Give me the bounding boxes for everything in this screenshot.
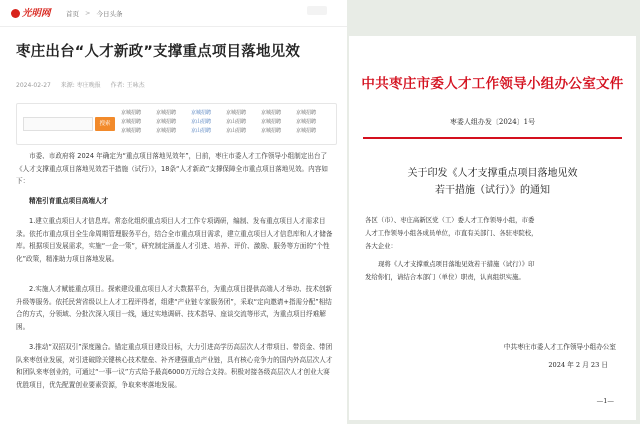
logo-badge-icon [11, 9, 20, 18]
ad-link[interactable]: 京城招聘 [156, 110, 177, 116]
official-document-image [349, 36, 636, 420]
article-section-heading: 精准引育重点项目高端人才 [29, 197, 109, 205]
recruitment-ad-banner [16, 103, 337, 145]
ad-link[interactable]: 京城招聘 [261, 110, 282, 116]
document-addressee-cont2: 各大企业： [365, 242, 397, 250]
document-page-number: —1— [596, 397, 614, 405]
document-body: 现将《人才支撑重点项目落地见效若干措施（试行）》印 [378, 260, 535, 268]
ad-link[interactable]: 京山招聘 [226, 119, 247, 125]
document-title-line-1: 关于印发《人才支撑重点项目落地见效 [407, 168, 578, 179]
document-body-cont: 发给你们，请结合本部门（单位）职责，认真组织实施。 [365, 273, 525, 281]
document-signature-org: 中共枣庄市委人才工作领导小组办公室 [503, 343, 616, 351]
article-intro-paragraph: 市委、市政府将 2024 年确定为“重点项目落地见效年”，日前，枣庄市委人才工作领导小组制定出台了《人才支撑重点项目落地见效若干措施（试行）》，18条“人才新政”支撑保障全市重点项目落地见效。内容如下： [16, 152, 328, 185]
ad-search-button[interactable]: 搜索 [95, 117, 115, 131]
document-signature-date: 2024 年 2 月 23 日 [548, 361, 608, 369]
document-red-rule [363, 137, 622, 139]
article-meta [16, 80, 153, 89]
site-logo-text: 光明网 [22, 7, 51, 19]
breadcrumb-current[interactable]: 今日头条 [96, 9, 123, 18]
ad-link[interactable]: 京山招聘 [191, 119, 212, 125]
ad-link[interactable]: 京城招聘 [121, 110, 142, 116]
ad-link[interactable]: 京城招聘 [121, 128, 142, 134]
document-addressee: 各区（市）、枣庄高新区党（工）委人才工作领导小组，市委 [365, 216, 535, 224]
document-number: 枣委人组办发〔2024〕1号 [449, 118, 536, 126]
ad-link-grid [121, 110, 331, 134]
ad-link[interactable]: 京山招聘 [226, 128, 247, 134]
ad-link[interactable]: 京城招聘 [261, 119, 282, 125]
top-navigation-bar [0, 0, 347, 27]
article-date: 2024-02-27 [16, 82, 51, 89]
document-title-line-2: 若干措施（试行）》的通知 [435, 185, 550, 196]
ad-link[interactable]: 京城招聘 [296, 128, 317, 134]
ad-link[interactable]: 京城招聘 [296, 110, 317, 116]
ad-link[interactable]: 京城招聘 [296, 119, 317, 125]
ad-link[interactable]: 京城招聘 [261, 128, 282, 134]
article-author: 作者: 王咏杰 [110, 82, 145, 89]
article-paragraph-2: 2.实施人才赋能重点项目。探索建设重点项目人才大数据平台，为重点项目提供高端人才举功、技术创新升级等服务。依托民营省级以上人才工程评得者，组建“产业链专家服务团”，采取“定向邀请+指需分配”相结合的方式，分领域、分批次深入项目一线，通过实地调研、技术指导、座谈交流等形式，为重点项目纾难解困。 [16, 285, 333, 331]
ad-link[interactable]: 京城招聘 [156, 128, 177, 134]
ad-link[interactable]: 京山招聘 [191, 128, 212, 134]
ad-link[interactable]: 京城招聘 [121, 119, 142, 125]
login-button[interactable] [307, 6, 327, 15]
document-red-header: 中共枣庄市委人才工作领导小组办公室文件 [361, 76, 624, 92]
ad-link[interactable]: 京城招聘 [191, 110, 212, 116]
article-title: 枣庄出台“人才新政”支撑重点项目落地见效 [16, 44, 301, 60]
site-logo[interactable] [16, 7, 51, 20]
breadcrumb-separator: > [85, 9, 91, 17]
article-paragraph-3: 3.推动“双招双引”深度融合。锚定重点项目建设目标，大力引进高学历高层次人才带项目、带资金、带团队来枣创业发展，对引进破除关键核心技术壁垒、补齐建强重点产业链，具有核心竞争力的国内外高层次人才和团队来枣创业的，可通过“一事一议”方式给予最高6000万元综合支持。积极对接各级高层次人才创业大赛优胜项目，优先配置创业要素资源，争取来枣落地发展。 [16, 343, 333, 389]
breadcrumb-home[interactable]: 首页 [66, 9, 79, 18]
ad-link[interactable]: 京城招聘 [156, 119, 177, 125]
article-source: 来源: 枣庄晚报 [60, 82, 101, 89]
ad-search-input[interactable] [23, 117, 93, 131]
ad-link[interactable]: 京城招聘 [226, 110, 247, 116]
document-addressee-cont: 人才工作领导小组各成员单位，市直有关部门、各驻枣院校， [365, 229, 538, 237]
article-paragraph-1: 1.建立重点项目人才信息库。常态化组织重点项目人才工作专项调研，编制、发布重点项目人才需求目录。依托市重点项目全生命周期管理服务平台，结合全市重点项目需求，建立重点项目人才信息库和人才储备库。根据项目发展需求，实施“一企一策”，研究制定涵盖人才引进、培养、评价、激励、服务等方面的“个性化”政策，精准助力项目落地发展。 [16, 217, 333, 263]
